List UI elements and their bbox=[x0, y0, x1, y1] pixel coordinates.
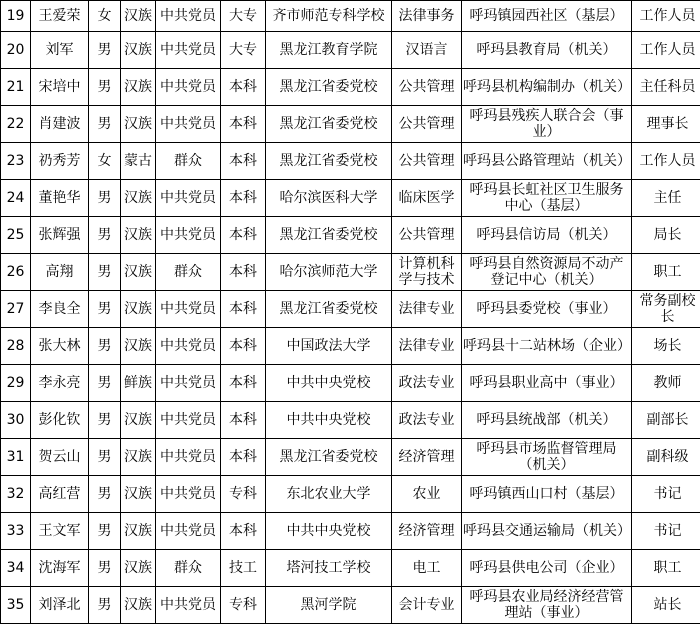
position-cell: 工作人员 bbox=[632, 32, 700, 69]
name-cell: 高翔 bbox=[31, 254, 89, 291]
ethnicity-cell: 汉族 bbox=[121, 476, 156, 513]
school-cell: 中共中央党校 bbox=[266, 365, 392, 402]
school-cell: 黑龙江省委党校 bbox=[266, 106, 392, 143]
name-cell: 张辉强 bbox=[31, 217, 89, 254]
ethnicity-cell: 汉族 bbox=[121, 254, 156, 291]
gender-cell: 女 bbox=[89, 1, 121, 32]
row-number-cell: 30 bbox=[1, 402, 31, 439]
education-cell: 本科 bbox=[221, 402, 266, 439]
table-row bbox=[1, 254, 700, 291]
table-row bbox=[1, 106, 700, 143]
school-cell: 黑龙江教育学院 bbox=[266, 32, 392, 69]
school-cell: 齐市师范专科学校 bbox=[266, 1, 392, 32]
name-cell: 高红营 bbox=[31, 476, 89, 513]
gender-cell: 男 bbox=[89, 587, 121, 624]
political-status-cell: 中共党员 bbox=[156, 439, 221, 476]
major-cell: 法律事务 bbox=[392, 1, 462, 32]
workplace-cell: 呼玛县长虹社区卫生服务中心（基层） bbox=[462, 180, 632, 217]
political-status-cell: 群众 bbox=[156, 254, 221, 291]
workplace-cell: 呼玛县统战部（机关） bbox=[462, 402, 632, 439]
major-cell: 法律专业 bbox=[392, 328, 462, 365]
position-cell: 工作人员 bbox=[632, 1, 700, 32]
ethnicity-cell: 汉族 bbox=[121, 69, 156, 106]
name-cell: 礽秀芳 bbox=[31, 143, 89, 180]
gender-cell: 男 bbox=[89, 439, 121, 476]
school-cell: 黑河学院 bbox=[266, 587, 392, 624]
political-status-cell: 中共党员 bbox=[156, 328, 221, 365]
political-status-cell: 中共党员 bbox=[156, 365, 221, 402]
political-status-cell: 中共党员 bbox=[156, 32, 221, 69]
name-cell: 彭化钦 bbox=[31, 402, 89, 439]
major-cell: 临床医学 bbox=[392, 180, 462, 217]
gender-cell: 男 bbox=[89, 476, 121, 513]
position-cell: 局长 bbox=[632, 217, 700, 254]
political-status-cell: 中共党员 bbox=[156, 106, 221, 143]
gender-cell: 男 bbox=[89, 106, 121, 143]
name-cell: 宋培中 bbox=[31, 69, 89, 106]
position-cell: 职工 bbox=[632, 550, 700, 587]
gender-cell: 男 bbox=[89, 513, 121, 550]
political-status-cell: 中共党员 bbox=[156, 402, 221, 439]
position-cell: 职工 bbox=[632, 254, 700, 291]
row-number-cell: 22 bbox=[1, 106, 31, 143]
table-row bbox=[1, 328, 700, 365]
position-cell: 常务副校长 bbox=[632, 291, 700, 328]
ethnicity-cell: 汉族 bbox=[121, 587, 156, 624]
major-cell: 经济管理 bbox=[392, 513, 462, 550]
ethnicity-cell: 蒙古 bbox=[121, 143, 156, 180]
major-cell: 政法专业 bbox=[392, 365, 462, 402]
political-status-cell: 中共党员 bbox=[156, 476, 221, 513]
major-cell: 经济管理 bbox=[392, 439, 462, 476]
gender-cell: 男 bbox=[89, 32, 121, 69]
political-status-cell: 中共党员 bbox=[156, 217, 221, 254]
political-status-cell: 中共党员 bbox=[156, 513, 221, 550]
row-number-cell: 26 bbox=[1, 254, 31, 291]
position-cell: 主任 bbox=[632, 180, 700, 217]
workplace-cell: 呼玛县供电公司（企业） bbox=[462, 550, 632, 587]
major-cell: 公共管理 bbox=[392, 106, 462, 143]
workplace-cell: 呼玛县交通运输局（机关） bbox=[462, 513, 632, 550]
name-cell: 李良全 bbox=[31, 291, 89, 328]
gender-cell: 女 bbox=[89, 143, 121, 180]
position-cell: 主任科员 bbox=[632, 69, 700, 106]
education-cell: 本科 bbox=[221, 106, 266, 143]
row-number-cell: 27 bbox=[1, 291, 31, 328]
education-cell: 本科 bbox=[221, 439, 266, 476]
name-cell: 董艳华 bbox=[31, 180, 89, 217]
school-cell: 哈尔滨师范大学 bbox=[266, 254, 392, 291]
gender-cell: 男 bbox=[89, 402, 121, 439]
political-status-cell: 中共党员 bbox=[156, 180, 221, 217]
table-row bbox=[1, 587, 700, 624]
political-status-cell: 群众 bbox=[156, 143, 221, 180]
table-row bbox=[1, 439, 700, 476]
gender-cell: 男 bbox=[89, 550, 121, 587]
row-number-cell: 32 bbox=[1, 476, 31, 513]
education-cell: 大专 bbox=[221, 32, 266, 69]
row-number-cell: 19 bbox=[1, 1, 31, 32]
workplace-cell: 呼玛县机构编制办（机关） bbox=[462, 69, 632, 106]
table-row bbox=[1, 476, 700, 513]
ethnicity-cell: 汉族 bbox=[121, 550, 156, 587]
table-row bbox=[1, 550, 700, 587]
gender-cell: 男 bbox=[89, 69, 121, 106]
political-status-cell: 中共党员 bbox=[156, 587, 221, 624]
school-cell: 塔河技工学校 bbox=[266, 550, 392, 587]
table-row bbox=[1, 402, 700, 439]
position-cell: 理事长 bbox=[632, 106, 700, 143]
workplace-cell: 呼玛县公路管理站（机关） bbox=[462, 143, 632, 180]
gender-cell: 男 bbox=[89, 328, 121, 365]
major-cell: 农业 bbox=[392, 476, 462, 513]
gender-cell: 男 bbox=[89, 365, 121, 402]
education-cell: 本科 bbox=[221, 328, 266, 365]
education-cell: 专科 bbox=[221, 476, 266, 513]
name-cell: 王爱荣 bbox=[31, 1, 89, 32]
table-row bbox=[1, 32, 700, 69]
workplace-cell: 呼玛镇西山口村（基层） bbox=[462, 476, 632, 513]
major-cell: 会计专业 bbox=[392, 587, 462, 624]
education-cell: 本科 bbox=[221, 217, 266, 254]
ethnicity-cell: 鲜族 bbox=[121, 365, 156, 402]
position-cell: 书记 bbox=[632, 513, 700, 550]
row-number-cell: 29 bbox=[1, 365, 31, 402]
name-cell: 贺云山 bbox=[31, 439, 89, 476]
workplace-cell: 呼玛县市场监督管理局（机关） bbox=[462, 439, 632, 476]
school-cell: 中共中央党校 bbox=[266, 402, 392, 439]
gender-cell: 男 bbox=[89, 291, 121, 328]
table-row bbox=[1, 143, 700, 180]
row-number-cell: 31 bbox=[1, 439, 31, 476]
education-cell: 大专 bbox=[221, 1, 266, 32]
gender-cell: 男 bbox=[89, 180, 121, 217]
position-cell: 工作人员 bbox=[632, 143, 700, 180]
ethnicity-cell: 汉族 bbox=[121, 513, 156, 550]
education-cell: 本科 bbox=[221, 69, 266, 106]
row-number-cell: 20 bbox=[1, 32, 31, 69]
row-number-cell: 28 bbox=[1, 328, 31, 365]
row-number-cell: 24 bbox=[1, 180, 31, 217]
school-cell: 黑龙江省委党校 bbox=[266, 439, 392, 476]
table-row bbox=[1, 69, 700, 106]
school-cell: 中共中央党校 bbox=[266, 513, 392, 550]
school-cell: 黑龙江省委党校 bbox=[266, 143, 392, 180]
position-cell: 场长 bbox=[632, 328, 700, 365]
workplace-cell: 呼玛县职业高中（事业） bbox=[462, 365, 632, 402]
name-cell: 李永亮 bbox=[31, 365, 89, 402]
position-cell: 教师 bbox=[632, 365, 700, 402]
school-cell: 中国政法大学 bbox=[266, 328, 392, 365]
table-row bbox=[1, 513, 700, 550]
ethnicity-cell: 汉族 bbox=[121, 1, 156, 32]
workplace-cell: 呼玛县残疾人联合会（事业） bbox=[462, 106, 632, 143]
name-cell: 沈海军 bbox=[31, 550, 89, 587]
education-cell: 技工 bbox=[221, 550, 266, 587]
workplace-cell: 呼玛县委党校（事业） bbox=[462, 291, 632, 328]
major-cell: 计算机科学与技术 bbox=[392, 254, 462, 291]
ethnicity-cell: 汉族 bbox=[121, 439, 156, 476]
row-number-cell: 35 bbox=[1, 587, 31, 624]
ethnicity-cell: 汉族 bbox=[121, 32, 156, 69]
school-cell: 黑龙江省委党校 bbox=[266, 69, 392, 106]
table-row bbox=[1, 1, 700, 32]
political-status-cell: 中共党员 bbox=[156, 291, 221, 328]
major-cell: 公共管理 bbox=[392, 143, 462, 180]
ethnicity-cell: 汉族 bbox=[121, 328, 156, 365]
ethnicity-cell: 汉族 bbox=[121, 180, 156, 217]
name-cell: 张大林 bbox=[31, 328, 89, 365]
table-row bbox=[1, 365, 700, 402]
row-number-cell: 21 bbox=[1, 69, 31, 106]
major-cell: 公共管理 bbox=[392, 69, 462, 106]
education-cell: 专科 bbox=[221, 587, 266, 624]
workplace-cell: 呼玛县十二站林场（企业） bbox=[462, 328, 632, 365]
table-body bbox=[1, 1, 700, 624]
name-cell: 刘军 bbox=[31, 32, 89, 69]
row-number-cell: 25 bbox=[1, 217, 31, 254]
position-cell: 副科级 bbox=[632, 439, 700, 476]
position-cell: 站长 bbox=[632, 587, 700, 624]
education-cell: 本科 bbox=[221, 180, 266, 217]
table-row bbox=[1, 291, 700, 328]
workplace-cell: 呼玛镇园西社区（基层） bbox=[462, 1, 632, 32]
name-cell: 王文军 bbox=[31, 513, 89, 550]
education-cell: 本科 bbox=[221, 143, 266, 180]
major-cell: 政法专业 bbox=[392, 402, 462, 439]
ethnicity-cell: 汉族 bbox=[121, 106, 156, 143]
major-cell: 汉语言 bbox=[392, 32, 462, 69]
major-cell: 公共管理 bbox=[392, 217, 462, 254]
gender-cell: 男 bbox=[89, 254, 121, 291]
gender-cell: 男 bbox=[89, 217, 121, 254]
ethnicity-cell: 汉族 bbox=[121, 402, 156, 439]
political-status-cell: 中共党员 bbox=[156, 1, 221, 32]
position-cell: 书记 bbox=[632, 476, 700, 513]
education-cell: 本科 bbox=[221, 513, 266, 550]
workplace-cell: 呼玛县教育局（机关） bbox=[462, 32, 632, 69]
table-row bbox=[1, 217, 700, 254]
education-cell: 本科 bbox=[221, 254, 266, 291]
row-number-cell: 23 bbox=[1, 143, 31, 180]
school-cell: 哈尔滨医科大学 bbox=[266, 180, 392, 217]
major-cell: 电工 bbox=[392, 550, 462, 587]
ethnicity-cell: 汉族 bbox=[121, 291, 156, 328]
row-number-cell: 34 bbox=[1, 550, 31, 587]
education-cell: 本科 bbox=[221, 291, 266, 328]
political-status-cell: 群众 bbox=[156, 550, 221, 587]
education-cell: 本科 bbox=[221, 365, 266, 402]
name-cell: 刘泽北 bbox=[31, 587, 89, 624]
name-cell: 肖建波 bbox=[31, 106, 89, 143]
political-status-cell: 中共党员 bbox=[156, 69, 221, 106]
school-cell: 东北农业大学 bbox=[266, 476, 392, 513]
workplace-cell: 呼玛县农业局经济经营管理站（事业） bbox=[462, 587, 632, 624]
ethnicity-cell: 汉族 bbox=[121, 217, 156, 254]
school-cell: 黑龙江省委党校 bbox=[266, 291, 392, 328]
row-number-cell: 33 bbox=[1, 513, 31, 550]
workplace-cell: 呼玛县信访局（机关） bbox=[462, 217, 632, 254]
school-cell: 黑龙江省委党校 bbox=[266, 217, 392, 254]
workplace-cell: 呼玛县自然资源局不动产登记中心（机关） bbox=[462, 254, 632, 291]
position-cell: 副部长 bbox=[632, 402, 700, 439]
table-row bbox=[1, 180, 700, 217]
major-cell: 法律专业 bbox=[392, 291, 462, 328]
